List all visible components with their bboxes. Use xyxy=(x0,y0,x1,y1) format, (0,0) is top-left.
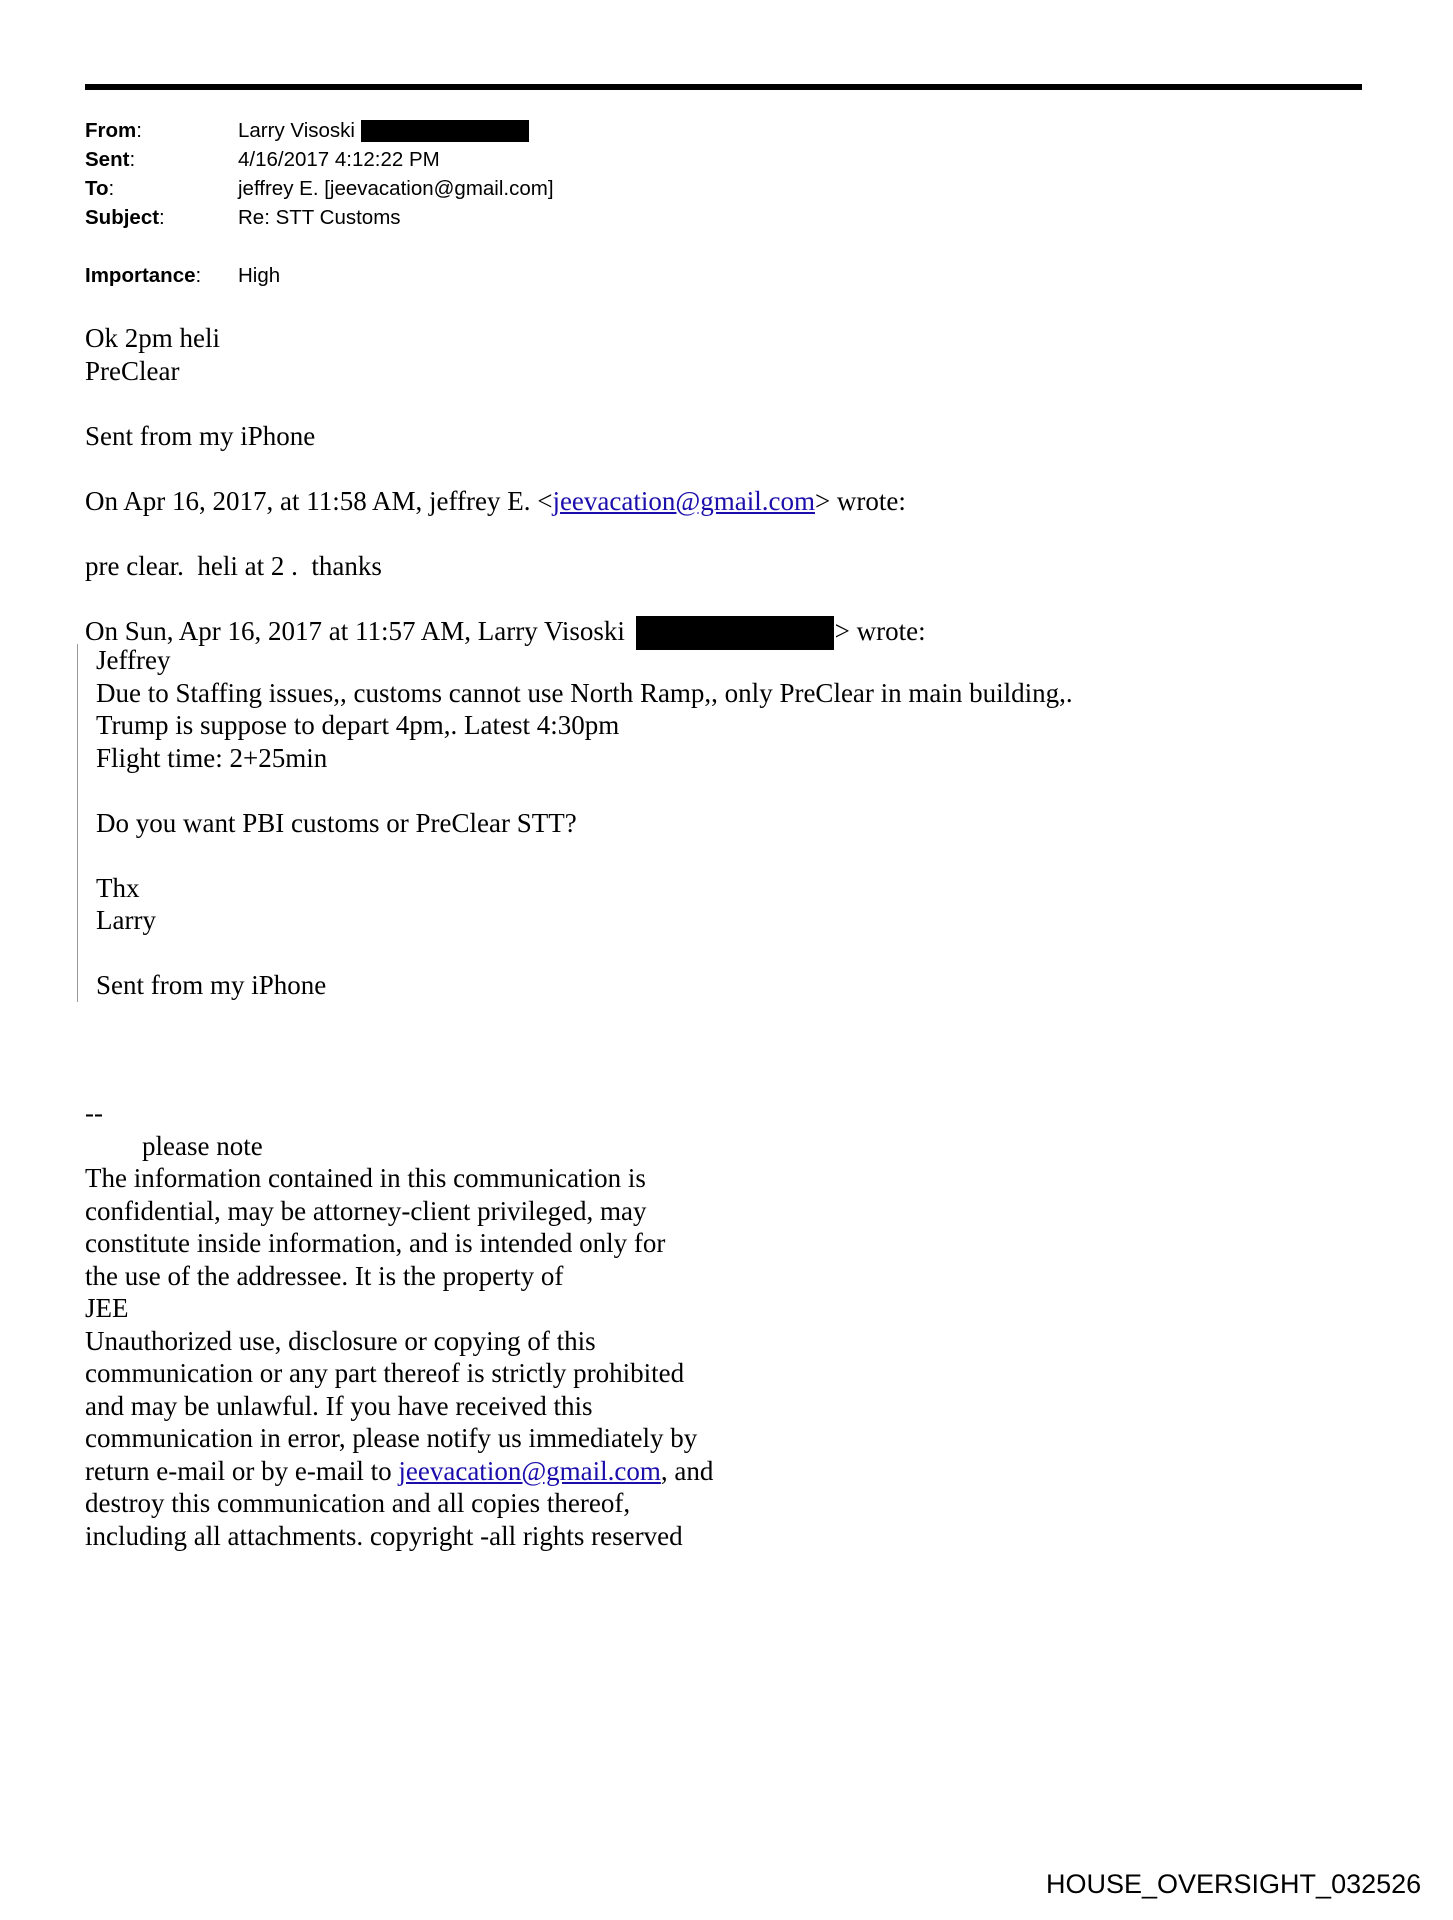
email-header xyxy=(85,116,554,290)
bates-number: HOUSE_OVERSIGHT_032526 xyxy=(1046,1869,1422,1899)
redaction-box xyxy=(361,120,529,142)
disclaimer-line: and may be unlawful. If you have received this xyxy=(85,1390,593,1421)
sent-label: Sent xyxy=(85,148,130,171)
quoted-name: Larry xyxy=(96,905,156,935)
header-rule xyxy=(85,84,1362,90)
disclaimer-line: the use of the addressee. It is the property of xyxy=(85,1260,564,1291)
subject-row: Subject: Re: STT Customs xyxy=(85,203,554,232)
from-label: From xyxy=(85,119,137,142)
sent-value: 4/16/2017 4:12:22 PM xyxy=(238,148,440,171)
email-link[interactable]: jeevacation@gmail.com xyxy=(398,1455,661,1486)
disclaimer-line: constitute inside information, and is intended only for xyxy=(85,1228,666,1258)
importance-label: Importance xyxy=(85,264,196,287)
signature-dashes: -- xyxy=(85,1098,103,1128)
importance-value: High xyxy=(238,264,281,287)
disclaimer-line: confidential, may be attorney-client privileged, may xyxy=(85,1195,647,1226)
jeffrey-message: pre clear. heli at 2 . thanks xyxy=(85,550,382,581)
subject-value: Re: STT Customs xyxy=(238,206,401,229)
to-row: To: jeffrey E. [jeevacation@gmail.com] xyxy=(85,174,554,203)
from-value: Larry Visoski xyxy=(238,119,355,142)
sent-from-iphone: Sent from my iPhone xyxy=(85,420,316,451)
signature-block xyxy=(85,1097,713,1552)
please-note: please note xyxy=(142,1130,263,1161)
second-quote-intro: On Sun, Apr 16, 2017 at 11:57 AM, Larry Visoski > wrote: xyxy=(85,615,926,648)
disclaimer-line: JEE xyxy=(85,1293,129,1323)
quoted-line: Flight time: 2+25min xyxy=(96,742,328,773)
to-label: To xyxy=(85,177,109,200)
from-row: From: Larry Visoski xyxy=(85,116,554,145)
reply-line: Ok 2pm heli xyxy=(85,323,220,353)
to-value: jeffrey E. [jeevacation@gmail.com] xyxy=(238,177,554,200)
disclaimer-line: The information contained in this communication is xyxy=(85,1163,646,1193)
disclaimer-line: communication in error, please notify us immediately by xyxy=(85,1423,698,1453)
quote-intro: On Apr 16, 2017, at 11:58 AM, jeffrey E. <jeevacation@gmail.com> wrote: xyxy=(85,485,906,516)
importance-row: Importance: High xyxy=(85,261,554,290)
quoted-line: Trump is suppose to depart 4pm,. Latest 4:30pm xyxy=(96,710,620,740)
disclaimer-line: communication or any part thereof is strictly prohibited xyxy=(85,1358,685,1388)
sent-row: Sent: 4/16/2017 4:12:22 PM xyxy=(85,145,554,174)
quoted-greeting: Jeffrey xyxy=(96,645,171,675)
quoted-message xyxy=(77,644,1096,1002)
quoted-question: Do you want PBI customs or PreClear STT? xyxy=(96,807,577,838)
quoted-sent-from: Sent from my iPhone xyxy=(96,970,327,1000)
disclaimer-line: destroy this communication and all copies thereof, xyxy=(85,1488,631,1518)
quoted-thanks: Thx xyxy=(96,872,140,903)
email-link[interactable]: jeevacation@gmail.com xyxy=(552,485,815,516)
reply-line: PreClear xyxy=(85,355,180,386)
disclaimer-line: return e-mail or by e-mail to jeevacation@gmail.com, and xyxy=(85,1455,714,1486)
disclaimer-line: including all attachments. copyright -all rights reserved xyxy=(85,1520,683,1551)
disclaimer-line: Unauthorized use, disclosure or copying of this xyxy=(85,1325,596,1356)
email-body xyxy=(85,322,926,647)
subject-label: Subject xyxy=(85,206,160,229)
quoted-line: Due to Staffing issues,, customs cannot use North Ramp,, only PreClear in main building,. xyxy=(96,677,1073,708)
